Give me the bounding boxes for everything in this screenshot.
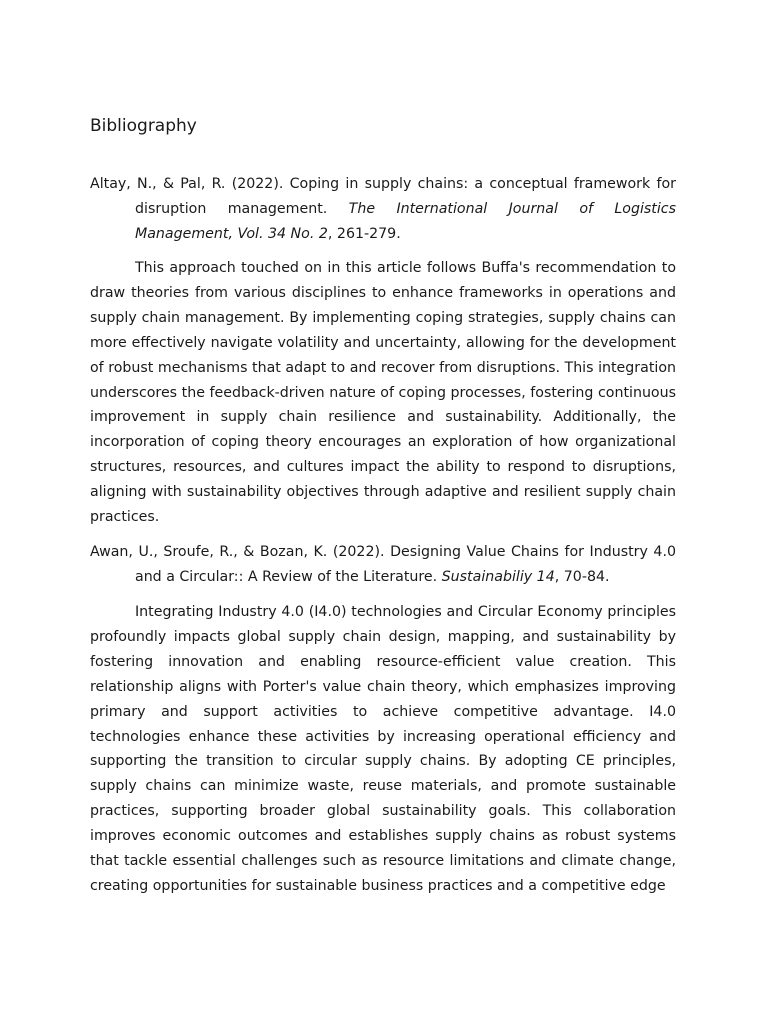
reference-annotation: Integrating Industry 4.0 (I4.0) technologies and Circular Economy principles profoundly impacts global supply chain design, mapping, and sustainability by fostering innovation and enabling resource-efficient value creation. This relationship aligns with Porter's value chain theory, which emphasizes improving primary and support activities to achieve competitive advantage. I4.0 technologies enhance these activities by increasing operational efficiency and supporting the transition to circular supply chains. By adopting CE principles, supply chains can minimize waste, reuse materials, and promote sustainable practices, supporting broader global sustainability goals. This collaboration improves economic outcomes and establishes supply chains as robust systems that tackle essential challenges such as resource limitations and climate change, creating opportunities for sustainable business practices and a competitive edge (90, 604, 676, 894)
reference-citation: Awan, U., Sroufe, R., & Bozan, K. (2022). Designing Value Chains for Industry 4.0 and a Circular:: A Review of the Literature. (90, 544, 676, 585)
reference-entry (90, 172, 676, 247)
reference-source: The International Journal of Logistics Management, Vol. 34 No. 2 (135, 200, 676, 242)
reference-entry (90, 540, 676, 590)
page-title: Bibliography (90, 116, 197, 136)
reference-annotation: This approach touched on in this article follows Buffa's recommendation to draw theories from various disciplines to enhance frameworks in operations and supply chain management. By implementing coping strategies, supply chains can more effectively navigate volatility and uncertainty, allowing for the development of robust mechanisms that adapt to and recover from disruptions. This integration underscores the feedback-driven nature of coping processes, fostering continuous improvement in supply chain resilience and sustainability. Additionally, the incorporation of coping theory encourages an exploration of how organizational structures, resources, and cultures impact the ability to respond to disruptions, aligning with sustainability objectives through adaptive and resilient supply chain practices. (90, 260, 676, 526)
reference-source: Sustainabiliy 14 (441, 568, 555, 585)
reference-pages: , 261-279. (327, 225, 401, 242)
reference-pages: , 70-84. (554, 568, 610, 585)
reference-citation: Altay, N., & Pal, R. (2022). Coping in supply chains: a conceptual framework for disruption management. (90, 176, 676, 217)
